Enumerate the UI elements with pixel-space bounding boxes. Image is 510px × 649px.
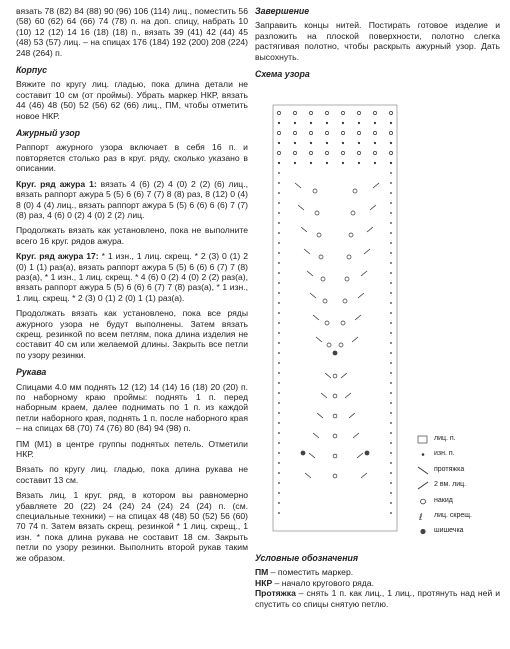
legend-notes bbox=[255, 553, 500, 609]
purl-mark bbox=[278, 422, 280, 424]
purl-mark bbox=[278, 172, 280, 174]
purl-mark bbox=[278, 392, 280, 394]
yarn-over-mark bbox=[327, 343, 331, 347]
decrease-mark bbox=[313, 315, 319, 320]
yarn-over-mark bbox=[333, 374, 337, 378]
purl-mark bbox=[342, 142, 344, 144]
twisted-stitch-mark bbox=[341, 131, 344, 134]
paragraph-finishing: Заправить концы нитей. Постирать готовое изделие и разложить на плоской поверхности, полотно слегка растягивая полотно, чтобы раскрыть ажурный узор. Дать высохнуть. bbox=[255, 20, 500, 62]
purl-mark bbox=[294, 142, 296, 144]
purl-mark bbox=[390, 482, 392, 484]
decrease-mark bbox=[325, 373, 331, 378]
purl-mark bbox=[278, 472, 280, 474]
purl-icon bbox=[416, 450, 430, 459]
purl-mark bbox=[278, 432, 280, 434]
decrease-mark bbox=[307, 271, 313, 276]
purl-mark bbox=[278, 402, 280, 404]
purl-mark bbox=[310, 122, 312, 124]
purl-mark bbox=[390, 442, 392, 444]
purl-mark bbox=[390, 222, 392, 224]
paragraph-continue-2: Продолжать вязать как установлено, пока все ряды ажурного узора не будут выполнены. Затем вязать скрещ. резинкой по всем петлям, пока длина изделия не составит 40 см или желаемой длины. Закрыть все петли по узору резинки. bbox=[16, 308, 248, 360]
purl-mark bbox=[278, 182, 280, 184]
twisted-stitch-mark bbox=[325, 131, 328, 134]
purl-mark bbox=[390, 252, 392, 254]
paragraph-lace: Раппорт ажурного узора включает в себя 16 п. и повторяется столько раз в круг. ряду, сколько указано в описании. bbox=[16, 142, 248, 174]
purl-mark bbox=[278, 492, 280, 494]
purl-mark bbox=[390, 322, 392, 324]
purl-mark bbox=[390, 302, 392, 304]
purl-mark bbox=[390, 422, 392, 424]
legend-knit: лиц. п. bbox=[434, 435, 456, 444]
decrease-mark bbox=[313, 433, 319, 438]
legend-slip: протяжка bbox=[434, 466, 464, 475]
yarn-over-mark bbox=[341, 321, 345, 325]
purl-mark bbox=[278, 512, 280, 514]
legend-bobble: шишечка bbox=[434, 527, 464, 536]
purl-mark bbox=[310, 142, 312, 144]
twisted-stitch-mark bbox=[357, 131, 360, 134]
purl-mark bbox=[278, 282, 280, 284]
heading-sleeves: Рукава bbox=[16, 367, 47, 378]
yarn-over-mark bbox=[321, 277, 325, 281]
purl-mark bbox=[358, 162, 360, 164]
purl-mark bbox=[278, 292, 280, 294]
decrease-mark bbox=[304, 249, 310, 254]
purl-mark bbox=[326, 162, 328, 164]
purl-mark bbox=[390, 382, 392, 384]
purl-mark bbox=[390, 202, 392, 204]
legend-k2tog: 2 вм. лиц. bbox=[434, 481, 466, 490]
slip-decrease-icon bbox=[416, 466, 430, 475]
twisted-stitch-mark bbox=[341, 151, 344, 154]
purl-mark bbox=[310, 162, 312, 164]
purl-mark bbox=[390, 432, 392, 434]
purl-mark bbox=[390, 462, 392, 464]
decrease-mark bbox=[361, 473, 367, 478]
twisted-stitch-mark bbox=[293, 151, 296, 154]
purl-mark bbox=[278, 342, 280, 344]
purl-mark bbox=[278, 142, 280, 144]
yarn-over-mark bbox=[313, 189, 317, 193]
yarn-over-mark bbox=[317, 233, 321, 237]
decrease-mark bbox=[295, 183, 301, 188]
purl-mark bbox=[390, 342, 392, 344]
round-1-text: вязать 4 (6) (2) 4 (0) 2 (2) (6) лиц., вязать раппорт ажура 5 (5) 6 (6) 7 (7) 8 (8) раз, 8 (12) 0 (4) 8 (0) 4 (4) лиц., вязать раппорт ажура 5 (5) 6 (6) 6 (6) 7 (7) (8) раз, 4 (6) 0 (2) 4 (0) 2 (2) лиц. bbox=[16, 178, 248, 220]
twisted-stitch-mark bbox=[373, 151, 376, 154]
paragraph-sleeve-2: ПМ (М1) в центре группы поднятых петель. Отметили НКР. bbox=[16, 438, 248, 460]
k2tog-icon bbox=[416, 481, 430, 490]
purl-mark bbox=[278, 412, 280, 414]
purl-mark bbox=[278, 232, 280, 234]
decrease-mark bbox=[305, 473, 311, 478]
decrease-mark bbox=[373, 183, 379, 188]
purl-mark bbox=[278, 452, 280, 454]
decrease-mark bbox=[361, 271, 367, 276]
bobble-mark bbox=[301, 451, 306, 456]
purl-mark bbox=[390, 492, 392, 494]
yarn-over-icon bbox=[416, 497, 430, 506]
twisted-stitch-mark bbox=[373, 131, 376, 134]
note-pm: ПМ – поместить маркер. bbox=[255, 567, 354, 578]
yarn-over-mark bbox=[319, 255, 323, 259]
bobble-mark bbox=[365, 451, 370, 456]
purl-mark bbox=[390, 352, 392, 354]
twisted-stitch-mark bbox=[373, 111, 376, 114]
purl-mark bbox=[358, 122, 360, 124]
purl-mark bbox=[390, 232, 392, 234]
purl-mark bbox=[278, 262, 280, 264]
yarn-over-mark bbox=[339, 343, 343, 347]
svg-text:ℓ: ℓ bbox=[419, 513, 423, 521]
bobble-icon bbox=[416, 527, 430, 536]
heading-legend: Условные обозначения bbox=[255, 553, 359, 563]
purl-mark bbox=[278, 322, 280, 324]
twisted-stitch-mark bbox=[293, 111, 296, 114]
yarn-over-mark bbox=[333, 474, 337, 478]
yarn-over-mark bbox=[349, 233, 353, 237]
purl-mark bbox=[390, 312, 392, 314]
decrease-mark bbox=[357, 453, 363, 458]
twisted-stitch-mark bbox=[277, 111, 280, 114]
chart-symbols bbox=[277, 111, 392, 514]
purl-mark bbox=[278, 502, 280, 504]
purl-mark bbox=[374, 142, 376, 144]
purl-mark bbox=[390, 212, 392, 214]
twisted-stitch-mark bbox=[277, 131, 280, 134]
decrease-mark bbox=[321, 393, 327, 398]
purl-mark bbox=[342, 162, 344, 164]
twisted-stitch-mark bbox=[277, 151, 280, 154]
purl-mark bbox=[358, 142, 360, 144]
paragraph-start: вязать 78 (82) 84 (88) 90 (96) 106 (114) лиц., поместить 56 (58) 60 (62) 64 (66) 74 (78) п. на доп. спицу, набрать 10 (10) 12 (12) 14 16 (18) (18) п., вязать 39 (41) 42 (44) 45 (48) 53 (57) лиц. – на спицах 176 (184) 192 (200) 208 (224) 248 (264) п. bbox=[16, 6, 248, 58]
decrease-mark bbox=[345, 393, 351, 398]
yarn-over-mark bbox=[315, 211, 319, 215]
knit-icon bbox=[416, 435, 430, 444]
purl-mark bbox=[278, 242, 280, 244]
yarn-over-mark bbox=[347, 255, 351, 259]
legend-purl: изн. п. bbox=[434, 450, 455, 459]
right-column bbox=[255, 6, 500, 83]
purl-mark bbox=[390, 392, 392, 394]
paragraph-round-1 bbox=[16, 179, 248, 221]
chart-frame bbox=[273, 105, 397, 531]
twisted-stitch-mark bbox=[389, 151, 392, 154]
purl-mark bbox=[390, 122, 392, 124]
purl-mark bbox=[278, 252, 280, 254]
twisted-stitch-mark bbox=[389, 111, 392, 114]
legend-twisted: ℓ лиц. скрещ. bbox=[434, 512, 472, 521]
purl-mark bbox=[278, 482, 280, 484]
yarn-over-mark bbox=[333, 414, 337, 418]
purl-mark bbox=[390, 402, 392, 404]
purl-mark bbox=[390, 452, 392, 454]
purl-mark bbox=[390, 292, 392, 294]
paragraph-sleeve-3: Вязать по кругу лиц. гладью, пока длина рукава не составит 13 см. bbox=[16, 464, 248, 485]
heading-chart: Схема узора bbox=[255, 69, 310, 80]
yarn-over-mark bbox=[323, 299, 327, 303]
paragraph-sleeve-1: Спицами 4.0 мм поднять 12 (12) 14 (14) 16 (18) 20 (20) п. по наборному краю проймы: поднять 1 п. перед наборным краем, далее поднимать по 1 п. из каждой петли наборного края, поднять 1 п. после наборного края – на спицах 68 (70) 74 (76) 80 (84) 94 (98) п. bbox=[16, 381, 248, 434]
decrease-mark bbox=[364, 249, 370, 254]
purl-mark bbox=[390, 162, 392, 164]
round-17-label: Круг. ряд ажура 17: bbox=[16, 251, 99, 262]
decrease-mark bbox=[352, 337, 358, 342]
decrease-mark bbox=[310, 293, 316, 298]
purl-mark bbox=[390, 192, 392, 194]
purl-mark bbox=[278, 372, 280, 374]
twisted-stitch-mark bbox=[309, 111, 312, 114]
yarn-over-mark bbox=[345, 277, 349, 281]
decrease-mark bbox=[370, 205, 376, 210]
purl-mark bbox=[278, 192, 280, 194]
twisted-stitch-mark bbox=[325, 151, 328, 154]
decrease-mark bbox=[341, 373, 347, 378]
purl-mark bbox=[374, 162, 376, 164]
decrease-mark bbox=[316, 337, 322, 342]
purl-mark bbox=[278, 442, 280, 444]
decrease-mark bbox=[298, 205, 304, 210]
yarn-over-mark bbox=[333, 454, 337, 458]
purl-mark bbox=[278, 352, 280, 354]
paragraph-continue: Продолжать вязать как установлено, пока не выполните всего 16 круг. рядов ажура. bbox=[16, 225, 248, 246]
purl-mark bbox=[278, 202, 280, 204]
purl-mark bbox=[278, 382, 280, 384]
round-1-label: Круг. ряд ажура 1: bbox=[16, 178, 97, 189]
twisted-knit-icon bbox=[416, 512, 430, 521]
yarn-over-mark bbox=[333, 434, 337, 438]
decrease-mark bbox=[367, 227, 373, 232]
note-nkr: НКР – начало кругового ряда. bbox=[255, 577, 374, 588]
purl-mark bbox=[326, 142, 328, 144]
purl-mark bbox=[390, 362, 392, 364]
decrease-mark bbox=[301, 227, 307, 232]
purl-mark bbox=[390, 412, 392, 414]
purl-mark bbox=[294, 122, 296, 124]
purl-mark bbox=[278, 332, 280, 334]
twisted-stitch-mark bbox=[357, 151, 360, 154]
purl-mark bbox=[374, 122, 376, 124]
purl-mark bbox=[390, 502, 392, 504]
purl-mark bbox=[390, 512, 392, 514]
purl-mark bbox=[278, 312, 280, 314]
decrease-mark bbox=[349, 413, 355, 418]
purl-mark bbox=[278, 362, 280, 364]
purl-mark bbox=[342, 122, 344, 124]
twisted-stitch-mark bbox=[325, 111, 328, 114]
purl-mark bbox=[294, 162, 296, 164]
purl-mark bbox=[390, 472, 392, 474]
stitch-chart bbox=[255, 103, 505, 541]
purl-mark bbox=[278, 212, 280, 214]
purl-mark bbox=[390, 332, 392, 334]
purl-mark bbox=[390, 142, 392, 144]
note-slip: Протяжка – снять 1 п. как лиц., 1 лиц., протянуть над ней и спустить со спицы снятую петлю. bbox=[255, 588, 500, 609]
heading-lace: Ажурный узор bbox=[16, 128, 80, 139]
purl-mark bbox=[278, 162, 280, 164]
purl-mark bbox=[278, 272, 280, 274]
decrease-mark bbox=[355, 315, 361, 320]
paragraph-round-17 bbox=[16, 251, 248, 303]
twisted-stitch-mark bbox=[293, 131, 296, 134]
paragraph-sleeve-4: Вязать лиц. 1 круг. ряд, в котором вы равномерно убавляете 20 (22) 24 (24) 24 (24) 24 (24) п. (см. специальные техники) – на спицах 48 (48) 50 (52) 56 (60) 70 74 п. Затем вязать скрещ. резинкой * 1 лиц. скрещ., 1 изн. * пока длина рукава не составит 18 см. Закрыть петли по узору резинки. Выполнить второй рукав таким же образом. bbox=[16, 490, 248, 563]
twisted-stitch-mark bbox=[309, 131, 312, 134]
yarn-over-mark bbox=[353, 189, 357, 193]
decrease-mark bbox=[353, 433, 359, 438]
yarn-over-mark bbox=[343, 299, 347, 303]
purl-mark bbox=[390, 272, 392, 274]
purl-mark bbox=[278, 222, 280, 224]
decrease-mark bbox=[317, 413, 323, 418]
purl-mark bbox=[278, 122, 280, 124]
left-column bbox=[16, 6, 248, 568]
purl-mark bbox=[326, 122, 328, 124]
heading-finishing: Завершение bbox=[255, 6, 310, 16]
purl-mark bbox=[390, 372, 392, 374]
decrease-mark bbox=[358, 293, 364, 298]
purl-mark bbox=[390, 282, 392, 284]
yarn-over-mark bbox=[325, 321, 329, 325]
purl-mark bbox=[390, 182, 392, 184]
twisted-stitch-mark bbox=[389, 131, 392, 134]
purl-mark bbox=[390, 262, 392, 264]
purl-mark bbox=[278, 302, 280, 304]
purl-mark bbox=[390, 172, 392, 174]
purl-mark bbox=[390, 242, 392, 244]
bobble-mark bbox=[333, 351, 338, 356]
twisted-stitch-mark bbox=[309, 151, 312, 154]
yarn-over-mark bbox=[333, 394, 337, 398]
round-17-text: * 1 изн., 1 лиц. скрещ. * 2 (3) 0 (1) 2 (0) 1 (1) раз(а), вязать раппорт ажура 5 (5) 6 (6) 6 (7) 7 (8) раз(а), * 1 изн., 1 лиц. скрещ. * 4 (6) 0 (2) 4 (0) 2 (2) раз(а), вязать раппорт ажура 5 (5) 6 (6) 6 (7) 7 (8) раз(а), * 1 изн., 1 лиц. скрещ. * 2 (3) 0 (1) 2 (0) 1 (1) раз(а). bbox=[16, 251, 248, 303]
yarn-over-mark bbox=[351, 211, 355, 215]
twisted-stitch-mark bbox=[341, 111, 344, 114]
legend-yarnover: накид bbox=[434, 497, 453, 506]
heading-body: Корпус bbox=[16, 65, 47, 76]
purl-mark bbox=[278, 462, 280, 464]
decrease-mark bbox=[309, 453, 315, 458]
twisted-stitch-mark bbox=[357, 111, 360, 114]
paragraph-body: Вяжите по кругу лиц. гладью, пока длина детали не составит 10 см (от проймы). Убрать маркер НКР, вязать 44 (46) 48 (50) 52 (56) 62 (66) лиц., ПМ, чтобы отметить новое НКР. bbox=[16, 79, 248, 121]
